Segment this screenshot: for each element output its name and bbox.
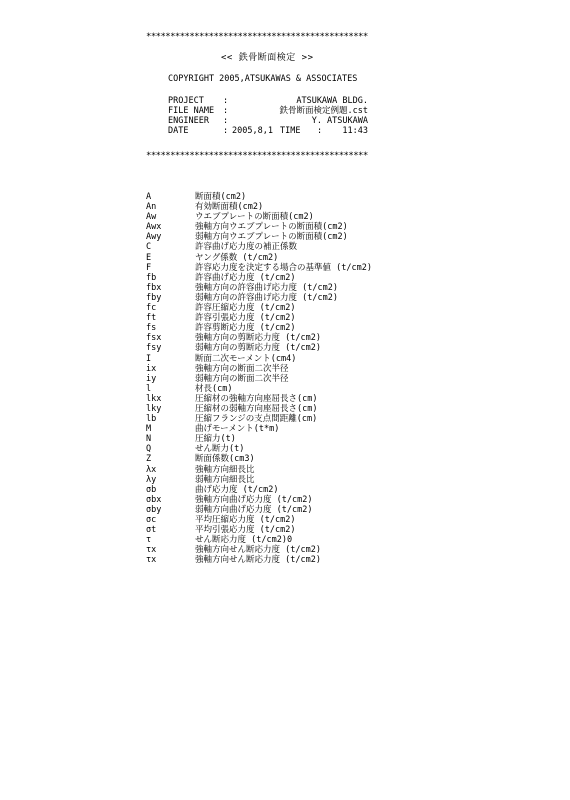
engineer-row [168, 116, 368, 126]
file-name-row [168, 106, 368, 116]
symbol-code: A [146, 192, 152, 202]
symbol-description: 許容圧縮応力度 (t/cm2) [195, 303, 296, 314]
symbol-code: lkx [146, 393, 162, 404]
symbol-code: σt [146, 525, 157, 536]
symbol-description: 弱軸方向ウエブプレートの断面積(cm2) [195, 232, 348, 243]
symbol-description: ヤング係数 (t/cm2) [195, 252, 279, 263]
engineer-value: Y. ATSUKAWA [311, 116, 368, 126]
document-title: << 鉄骨断面検定 >> [221, 53, 314, 63]
symbol-code: fc [146, 303, 157, 314]
time-separator: : [317, 126, 323, 136]
date-separator: : [223, 126, 229, 136]
project-info-block [168, 96, 368, 136]
symbol-row [146, 414, 426, 424]
symbol-row [146, 273, 426, 283]
symbol-description: 強軸方向の断面二次半径 [195, 363, 289, 374]
symbol-description: 断面係数(cm3) [195, 454, 255, 465]
symbol-description: 断面二次モーメント(cm4) [195, 353, 297, 364]
symbol-row [146, 354, 426, 364]
engineer-label: ENGINEER [168, 116, 209, 126]
file-name-value: 鉄骨断面検定例題.cst [279, 106, 368, 116]
symbol-description: 材長(cm) [195, 383, 233, 394]
symbol-code: I [146, 353, 152, 364]
symbol-description: 強軸方向曲げ応力度 (t/cm2) [195, 494, 313, 505]
symbol-row [146, 222, 426, 232]
symbol-row [146, 394, 426, 404]
symbol-description: 強軸方向ウエブプレートの断面積(cm2) [195, 222, 348, 233]
symbol-row [146, 263, 426, 273]
symbol-description: 弱軸方向の剪断応力度 (t/cm2) [195, 343, 321, 354]
symbol-row [146, 303, 426, 313]
symbol-row [146, 465, 426, 475]
symbol-description: 強軸方向の許容曲げ応力度 (t/cm2) [195, 282, 338, 293]
symbol-code: Awx [146, 222, 162, 233]
symbol-description: 平均圧縮応力度 (t/cm2) [195, 515, 296, 525]
symbol-description: 弱軸方向の断面二次半径 [195, 373, 289, 384]
symbol-row [146, 364, 426, 374]
symbol-code: λy [146, 474, 157, 485]
symbol-row [146, 444, 426, 454]
symbol-row [146, 374, 426, 384]
symbol-description: 弱軸方向細長比 [195, 474, 255, 485]
symbol-code: ft [146, 313, 157, 324]
symbol-row [146, 323, 426, 333]
symbol-description: 平均引張応力度 (t/cm2) [195, 525, 296, 536]
symbol-description: 曲げモーメント(t*m) [195, 424, 280, 435]
symbol-code: τx [146, 545, 157, 556]
symbol-code: N [146, 434, 152, 445]
symbol-description: 圧縮材の強軸方向座屈長さ(cm) [195, 393, 318, 404]
symbol-code: λx [146, 464, 157, 475]
symbol-description: 許容曲げ応力度 (t/cm2) [195, 272, 296, 283]
symbol-row [146, 545, 426, 555]
symbol-description: せん断力(t) [195, 444, 245, 455]
symbol-description: 圧縮力(t) [195, 434, 236, 445]
symbol-list [146, 192, 426, 565]
symbol-code: σb [146, 484, 157, 495]
symbol-code: fsy [146, 343, 162, 354]
copyright-line: COPYRIGHT 2005,ATSUKAWAS & ASSOCIATES [168, 74, 358, 84]
symbol-row [146, 525, 426, 535]
header-star-rule-top: ********************************************** [146, 32, 368, 42]
symbol-row [146, 434, 426, 444]
symbol-row [146, 333, 426, 343]
time-label: TIME [280, 126, 301, 136]
symbol-row [146, 485, 426, 495]
project-row [168, 96, 368, 106]
symbol-code: lky [146, 403, 162, 414]
engineer-separator: : [223, 116, 229, 126]
symbol-description: 有効断面積(cm2) [195, 202, 264, 213]
symbol-row [146, 555, 426, 565]
symbol-row [146, 505, 426, 515]
header-star-rule-bottom: ********************************************** [146, 151, 368, 161]
symbol-code: C [146, 242, 152, 253]
time-value: 11:43 [342, 126, 368, 136]
symbol-code: l [146, 383, 152, 394]
symbol-code: lb [146, 414, 157, 425]
file-name-separator: : [223, 106, 229, 116]
symbol-code: fby [146, 292, 162, 303]
symbol-row [146, 253, 426, 263]
symbol-description: 断面積(cm2) [195, 192, 247, 202]
symbol-code: fb [146, 272, 157, 283]
symbol-description: 強軸方向せん断応力度 (t/cm2) [195, 555, 321, 566]
symbol-row [146, 535, 426, 545]
symbol-row [146, 313, 426, 323]
symbol-description: 圧縮フランジの支点間距離(cm) [195, 414, 318, 425]
symbol-code: M [146, 424, 152, 435]
symbol-code: Awy [146, 232, 162, 243]
symbol-row [146, 283, 426, 293]
symbol-description: 許容引張応力度 (t/cm2) [195, 313, 296, 324]
symbol-row [146, 515, 426, 525]
symbol-row [146, 242, 426, 252]
symbol-row [146, 343, 426, 353]
symbol-code: σby [146, 504, 162, 515]
symbol-code: fbx [146, 282, 162, 293]
symbol-description: 圧縮材の弱軸方向座屈長さ(cm) [195, 403, 318, 414]
project-separator: : [223, 96, 229, 106]
symbol-description: 強軸方向せん断応力度 (t/cm2) [195, 545, 321, 556]
symbol-code: τx [146, 555, 157, 566]
symbol-row [146, 212, 426, 222]
symbol-description: 強軸方向の剪断応力度 (t/cm2) [195, 333, 321, 344]
symbol-row [146, 495, 426, 505]
symbol-row [146, 192, 426, 202]
symbol-code: ix [146, 363, 157, 374]
symbol-code: Z [146, 454, 152, 465]
symbol-description: 許容曲げ応力度の補正係数 [195, 242, 298, 253]
symbol-row [146, 404, 426, 414]
symbol-code: Aw [146, 212, 157, 223]
date-row [168, 126, 368, 136]
project-label: PROJECT [168, 96, 204, 106]
symbol-description: 曲げ応力度 (t/cm2) [195, 484, 279, 495]
symbol-row [146, 202, 426, 212]
symbol-description: 弱軸方向曲げ応力度 (t/cm2) [195, 504, 313, 515]
symbol-row [146, 232, 426, 242]
symbol-code: fs [146, 323, 157, 334]
symbol-row [146, 384, 426, 394]
file-name-label: FILE NAME [168, 106, 215, 116]
symbol-code: F [146, 262, 152, 273]
symbol-code: τ [146, 535, 152, 546]
symbol-description: ウエブプレートの断面積(cm2) [195, 212, 314, 223]
symbol-row [146, 454, 426, 464]
symbol-description: 許容剪断応力度 (t/cm2) [195, 323, 296, 334]
symbol-code: σbx [146, 494, 162, 505]
date-label: DATE [168, 126, 189, 136]
symbol-row [146, 475, 426, 485]
symbol-code: iy [146, 373, 157, 384]
symbol-code: An [146, 202, 157, 213]
symbol-code: fsx [146, 333, 162, 344]
symbol-code: Q [146, 444, 152, 455]
date-value: 2005,8,1 [232, 126, 273, 136]
symbol-row [146, 293, 426, 303]
symbol-code: E [146, 252, 152, 263]
symbol-code: σc [146, 515, 157, 525]
symbol-description: せん断応力度 (t/cm2)0 [195, 535, 293, 546]
symbol-description: 弱軸方向の許容曲げ応力度 (t/cm2) [195, 292, 338, 303]
project-value: ATSUKAWA BLDG. [296, 96, 368, 106]
symbol-description: 強軸方向細長比 [195, 464, 255, 475]
symbol-row [146, 424, 426, 434]
symbol-description: 許容応力度を決定する場合の基準値 (t/cm2) [195, 262, 372, 273]
